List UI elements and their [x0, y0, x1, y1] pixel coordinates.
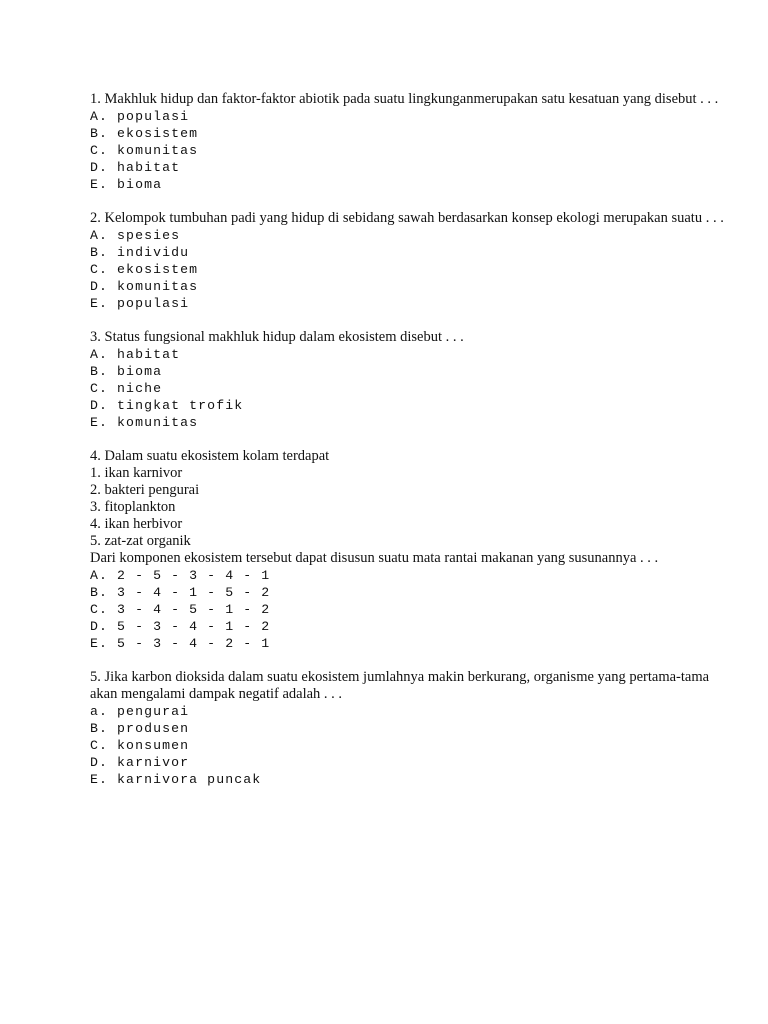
option-e: E. komunitas — [90, 415, 199, 430]
document-body — [90, 91, 730, 805]
component-item: 1. ikan karnivor — [90, 465, 183, 481]
option-b: B. bioma — [90, 364, 163, 379]
question-1 — [90, 91, 730, 193]
option-a: A. populasi — [90, 109, 190, 124]
question-5 — [90, 669, 730, 788]
option-a: A. spesies — [90, 228, 181, 243]
option-b: B. 3 - 4 - 1 - 5 - 2 — [90, 585, 271, 600]
option-b: B. individu — [90, 245, 190, 260]
option-c: C. konsumen — [90, 738, 190, 753]
question-stem: 3. Status fungsional makhluk hidup dalam ekosistem disebut . . . — [90, 329, 464, 345]
option-b: B. produsen — [90, 721, 190, 736]
option-b: B. ekosistem — [90, 126, 199, 141]
option-e: E. karnivora puncak — [90, 772, 262, 787]
option-d: D. tingkat trofik — [90, 398, 244, 413]
option-d: D. komunitas — [90, 279, 199, 294]
question-stem: 2. Kelompok tumbuhan padi yang hidup di sebidang sawah berdasarkan konsep ekologi merupakan suatu . . . — [90, 210, 724, 226]
option-a: a. pengurai — [90, 704, 190, 719]
option-d: D. 5 - 3 - 4 - 1 - 2 — [90, 619, 271, 634]
option-c: C. komunitas — [90, 143, 199, 158]
option-a: A. 2 - 5 - 3 - 4 - 1 — [90, 568, 271, 583]
option-c: C. niche — [90, 381, 163, 396]
option-d: D. habitat — [90, 160, 181, 175]
question-stem-continued: Dari komponen ekosistem tersebut dapat disusun suatu mata rantai makanan yang susunannya . . . — [90, 550, 659, 566]
option-c: C. ekosistem — [90, 262, 199, 277]
component-item: 4. ikan herbivor — [90, 516, 183, 532]
option-e: E. populasi — [90, 296, 190, 311]
option-e: E. 5 - 3 - 4 - 2 - 1 — [90, 636, 271, 651]
question-stem: 1. Makhluk hidup dan faktor-faktor abiotik pada suatu lingkunganmerupakan satu kesatuan yang disebut . . . — [90, 91, 719, 107]
option-e: E. bioma — [90, 177, 163, 192]
component-item: 3. fitoplankton — [90, 499, 176, 515]
question-stem: 5. Jika karbon dioksida dalam suatu ekosistem jumlahnya makin berkurang, organisme yang pertama-tama akan mengalami dampak negatif adalah . . . — [90, 669, 713, 702]
option-a: A. habitat — [90, 347, 181, 362]
question-2 — [90, 210, 730, 312]
option-d: D. karnivor — [90, 755, 190, 770]
question-3 — [90, 329, 730, 431]
question-stem: 4. Dalam suatu ekosistem kolam terdapat — [90, 448, 330, 464]
question-4 — [90, 448, 730, 652]
component-item: 5. zat-zat organik — [90, 533, 191, 549]
component-item: 2. bakteri pengurai — [90, 482, 200, 498]
option-c: C. 3 - 4 - 5 - 1 - 2 — [90, 602, 271, 617]
